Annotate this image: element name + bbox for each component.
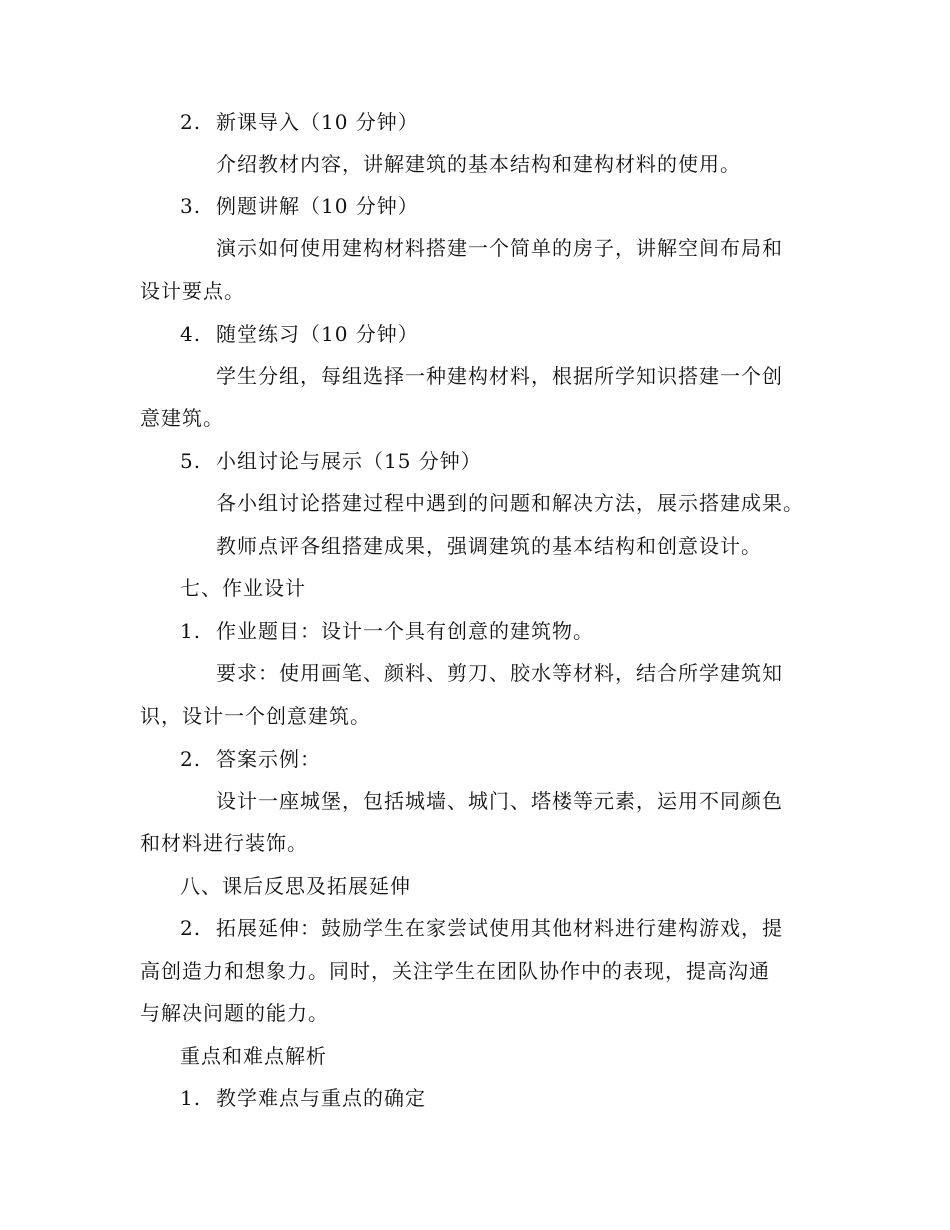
- list-number: 1.: [180, 1086, 202, 1110]
- paragraph-line: 介绍教材内容，讲解建筑的基本结构和建构材料的使用。: [216, 152, 741, 176]
- paragraph-line: 意建筑。: [140, 406, 224, 430]
- paragraph-line: 高创造力和想象力。同时，关注学生在团队协作中的表现，提高沟通: [140, 959, 770, 983]
- section-heading-homework: 七、作业设计: [180, 576, 306, 600]
- paragraph-line: 要求：使用画笔、颜料、剪刀、胶水等材料，结合所学建筑知: [216, 661, 783, 685]
- section-heading-example: [180, 192, 419, 220]
- item-text: 拓展延伸：鼓励学生在家尝试使用其他材料进行建构游戏，提: [216, 916, 783, 940]
- section-heading-new-lesson: [180, 108, 419, 136]
- homework-item-1: [180, 617, 594, 645]
- paragraph-line: 各小组讨论搭建过程中遇到的问题和解决方法，展示搭建成果。: [216, 491, 804, 515]
- paragraph-line: 识，设计一个创意建筑。: [140, 704, 371, 728]
- section-heading-discussion: [180, 447, 482, 475]
- section-heading-practice: [180, 320, 419, 348]
- list-number: 5.: [180, 449, 202, 473]
- section-heading-reflection: 八、课后反思及拓展延伸: [180, 874, 411, 898]
- item-text: 教学难点与重点的确定: [216, 1086, 426, 1110]
- list-number: 2.: [180, 916, 202, 940]
- heading-text: 小组讨论与展示（15 分钟）: [216, 449, 482, 473]
- list-number: 3.: [180, 194, 202, 218]
- item-text: 作业题目：设计一个具有创意的建筑物。: [216, 619, 594, 643]
- key-point-item-1: [180, 1084, 426, 1112]
- list-number: 2.: [180, 110, 202, 134]
- paragraph-line: 演示如何使用建构材料搭建一个简单的房子，讲解空间布局和: [216, 236, 783, 260]
- heading-text: 随堂练习（10 分钟）: [216, 322, 419, 346]
- heading-text: 新课导入（10 分钟）: [216, 110, 419, 134]
- homework-item-2: [180, 745, 321, 773]
- paragraph-line: 设计一座城堡，包括城墙、城门、塔楼等元素，运用不同颜色: [216, 789, 783, 813]
- list-number: 2.: [180, 747, 202, 771]
- list-number: 1.: [180, 619, 202, 643]
- paragraph-line: 学生分组，每组选择一种建构材料，根据所学知识搭建一个创: [216, 364, 783, 388]
- extension-item: [180, 914, 783, 942]
- paragraph-line: 与解决问题的能力。: [140, 1001, 329, 1025]
- section-heading-key-points: 重点和难点解析: [180, 1044, 327, 1068]
- paragraph-line: 设计要点。: [140, 279, 245, 303]
- heading-text: 例题讲解（10 分钟）: [216, 194, 419, 218]
- item-text: 答案示例：: [216, 747, 321, 771]
- list-number: 4.: [180, 322, 202, 346]
- paragraph-line: 教师点评各组搭建成果，强调建筑的基本结构和创意设计。: [216, 534, 762, 558]
- paragraph-line: 和材料进行装饰。: [140, 831, 308, 855]
